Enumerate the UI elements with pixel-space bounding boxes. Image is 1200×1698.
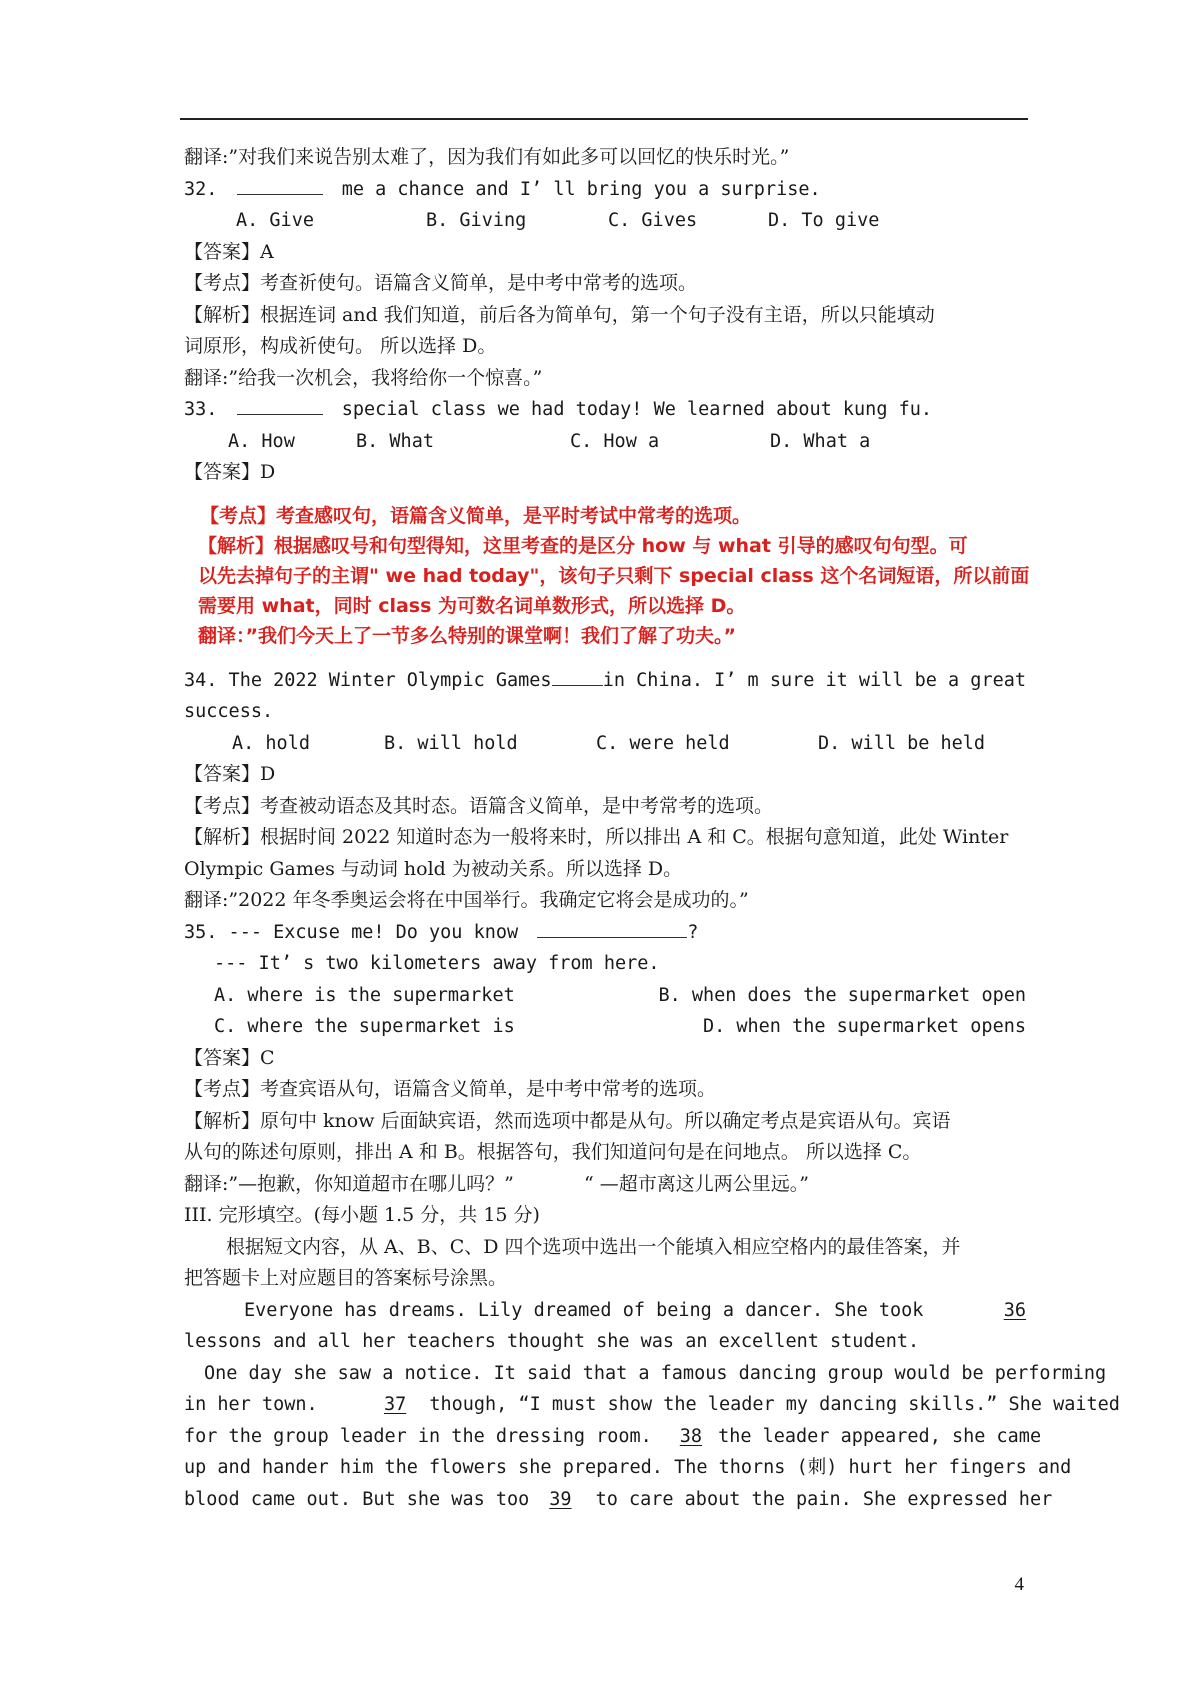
analysis-32-line2: 词原形，构成祈使句。 所以选择 D。 bbox=[184, 335, 497, 357]
passage-line1: Everyone has dreams. Lily dreamed of being a dancer. She took 36 bbox=[184, 1295, 1026, 1327]
option-a: A. Give bbox=[236, 210, 314, 231]
question-33: 33. special class we had today! We learned about kung fu. bbox=[184, 394, 1026, 426]
option-d: D. will be held bbox=[818, 732, 986, 754]
red-kaodian: 【考点】考查感叹句，语篇含义简单，是平时考试中常考的选项。 bbox=[200, 504, 752, 527]
kaodian-32: 【考点】考查祈使句。语篇含义简单，是中考中常考的选项。 bbox=[184, 272, 698, 294]
blank-36: 36 bbox=[1003, 1299, 1026, 1321]
option-d: D. What a bbox=[770, 430, 871, 452]
question-34-cont: success. bbox=[184, 701, 274, 722]
blank-37: 37 bbox=[383, 1394, 407, 1415]
translation-32: 翻译:”给我一次机会，我将给你一个惊喜。” bbox=[184, 366, 543, 389]
passage-line2: lessons and all her teachers thought she was an excellent student. bbox=[184, 1331, 920, 1352]
question-35-reply: --- It’ s two kilometers away from here. bbox=[214, 953, 660, 974]
answer-blank bbox=[237, 394, 323, 415]
option-a: A. hold bbox=[232, 732, 310, 754]
question-35: 35. --- Excuse me! Do you know ? bbox=[184, 917, 1026, 949]
option-b: B. What bbox=[356, 430, 434, 452]
analysis-34-line1: 【解析】根据时间 2022 知道时态为一般将来时，所以排出 A 和 C。根据句意知道，此处 Winter bbox=[184, 826, 1009, 848]
section-3-instruction-line2: 把答题卡上对应题目的答案标号涂黑。 bbox=[184, 1267, 508, 1289]
answer-blank bbox=[237, 174, 323, 195]
page-content bbox=[184, 142, 1120, 1515]
answer-blank bbox=[537, 917, 687, 938]
red-analysis-line2: 以先去掉句子的主谓" we had today"，该句子只剩下 special class 这个名词短语，所以前面 bbox=[198, 564, 1030, 587]
option-a: A. where is the supermarket bbox=[214, 984, 515, 1006]
options-35-cd bbox=[184, 1011, 1026, 1043]
passage-line4: in her town. 37 though, “I must show the leader my dancing skills.” She waited bbox=[184, 1394, 1120, 1415]
analysis-34-line2: Olympic Games 与动词 hold 为被动关系。所以选择 D。 bbox=[184, 857, 683, 880]
options-32 bbox=[184, 205, 1026, 237]
section-3-heading: III. 完形填空。(每小题 1.5 分，共 15 分) bbox=[184, 1204, 540, 1226]
option-b: B. when does the supermarket open bbox=[658, 984, 1026, 1006]
option-d: D. To give bbox=[768, 210, 880, 231]
red-analysis-line1: 【解析】根据感叹号和句型得知，这里考查的是区分 how 与 what 引导的感叹句句型。可 bbox=[198, 534, 968, 557]
option-c: C. Gives bbox=[608, 210, 698, 231]
option-b: B. Giving bbox=[426, 210, 527, 231]
translation-35: 翻译:”—抱歉，你知道超市在哪儿吗？” “ —超市离这儿两公里远。” bbox=[184, 1172, 809, 1195]
red-translation: 翻译：”我们今天上了一节多么特别的课堂啊！我们了解了功夫。” bbox=[198, 624, 736, 647]
analysis-35-line1: 【解析】原句中 know 后面缺宾语，然而选项中都是从句。所以确定考点是宾语从句。宾语 bbox=[184, 1109, 951, 1132]
passage-line5: for the group leader in the dressing room. 38 the leader appeared, she came bbox=[184, 1421, 1026, 1453]
question-34: 34. The 2022 Winter Olympic Games in China. I’ m sure it will be a great bbox=[184, 665, 1026, 697]
passage-line6: up and hander him the flowers she prepared. The thorns (刺) hurt her fingers and bbox=[184, 1457, 1072, 1478]
kaodian-34: 【考点】考查被动语态及其时态。语篇含义简单，是中考常考的选项。 bbox=[184, 794, 774, 817]
header-rule bbox=[180, 118, 1028, 120]
blank-38: 38 bbox=[679, 1425, 703, 1447]
translation-34: 翻译:”2022 年冬季奥运会将在中国举行。我确定它将会是成功的。” bbox=[184, 889, 749, 911]
analysis-35-line2: 从句的陈述句原则，排出 A 和 B。根据答句，我们知道问句是在问地点。 所以选择 C。 bbox=[184, 1141, 922, 1163]
translation-line: 翻译:”对我们来说告别太难了，因为我们有如此多可以回忆的快乐时光。” bbox=[184, 146, 790, 168]
option-b: B. will hold bbox=[384, 732, 518, 754]
option-c: C. were held bbox=[596, 732, 730, 754]
answer-35: 【答案】C bbox=[184, 1046, 275, 1069]
options-35-ab bbox=[184, 980, 1026, 1012]
red-annotation-block bbox=[184, 501, 1030, 651]
options-34 bbox=[184, 728, 1026, 760]
kaodian-35: 【考点】考查宾语从句，语篇含义简单，是中考中常考的选项。 bbox=[184, 1078, 717, 1100]
passage-line3: One day she saw a notice. It said that a famous dancing group would be performing bbox=[204, 1362, 1107, 1384]
option-c: C. How a bbox=[570, 430, 660, 452]
blank-39: 39 bbox=[549, 1488, 572, 1510]
option-d: D. when the supermarket opens bbox=[702, 1016, 1026, 1037]
option-a: A. How bbox=[228, 430, 295, 452]
answer-33: 【答案】D bbox=[184, 461, 276, 483]
red-analysis-line3: 需要用 what，同时 class 为可数名词单数形式，所以选择 D。 bbox=[198, 594, 746, 617]
option-c: C. where the supermarket is bbox=[214, 1016, 515, 1037]
passage-line7: blood came out. But she was too 39 to care about the pain. She expressed her bbox=[184, 1484, 1026, 1516]
answer-32: 【答案】A bbox=[184, 240, 274, 263]
options-33 bbox=[184, 426, 1026, 458]
section-3-instruction-line1: 根据短文内容，从 A、B、C、D 四个选项中选出一个能填入相应空格内的最佳答案，并 bbox=[226, 1235, 961, 1258]
question-32: 32. me a chance and I’ ll bring you a surprise. bbox=[184, 174, 1026, 206]
page-number: 4 bbox=[1014, 1574, 1024, 1595]
analysis-32-line1: 【解析】根据连词 and 我们知道，前后各为简单句，第一个句子没有主语，所以只能填动 bbox=[184, 303, 935, 326]
answer-34: 【答案】D bbox=[184, 763, 276, 785]
answer-blank bbox=[552, 665, 603, 686]
